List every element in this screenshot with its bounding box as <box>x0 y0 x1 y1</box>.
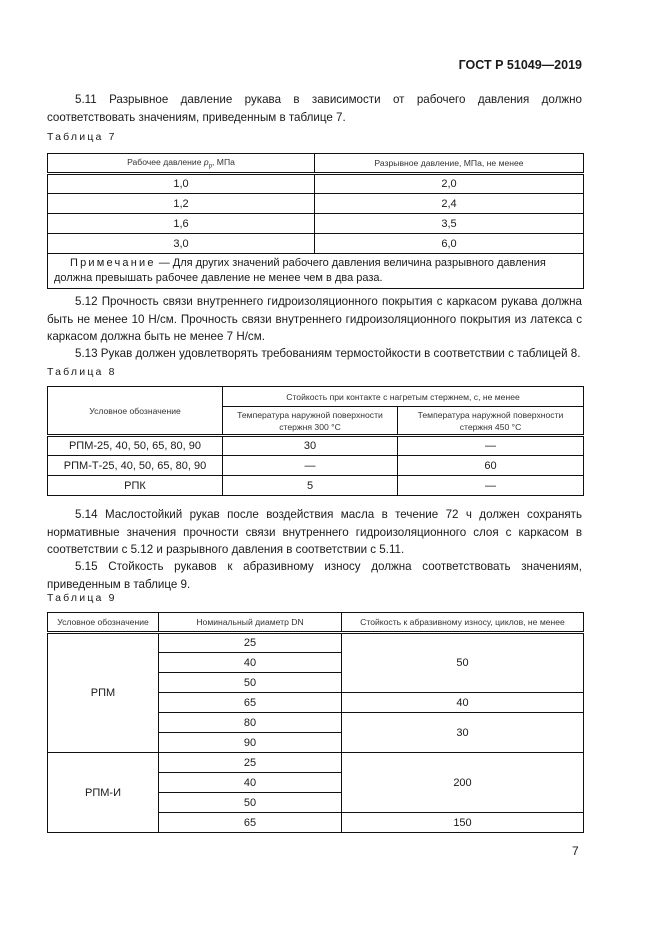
cell: 50 <box>159 673 342 693</box>
cell: — <box>398 436 584 456</box>
table-row <box>48 753 584 773</box>
header-burst-pressure: Разрывное давление, МПа, не менее <box>315 154 584 174</box>
cell: 2,4 <box>315 194 584 214</box>
cell: 65 <box>159 693 342 713</box>
header-heat-resistance: Стойкость при контакте с нагретым стержнем, с, не менее <box>223 387 584 407</box>
table-header-row <box>48 154 584 174</box>
table-row <box>48 194 584 214</box>
document-code: ГОСТ Р 51049—2019 <box>458 58 582 72</box>
page-number: 7 <box>572 844 579 858</box>
table-note <box>48 254 584 289</box>
table7-caption: Таблица 7 <box>47 131 117 143</box>
table-row <box>48 436 584 456</box>
paragraph-text: 5.14 Маслостойкий рукав после воздействия масла в течение 72 ч должен сохранять нормативные значения прочности связи внутреннего гидроизоляционного слоя с каркасом в соответствии с 5.12 и разрывного давления в соответствии с 5.11. <box>47 508 582 556</box>
cell: 40 <box>159 773 342 793</box>
paragraph-5-14 <box>47 506 582 559</box>
table-row <box>48 476 584 496</box>
cell: 3,0 <box>48 234 315 254</box>
table-8 <box>47 386 584 496</box>
paragraph-text: 5.12 Прочность связи внутреннего гидроизоляционного покрытия с каркасом рукава должна быть не менее 10 Н/см. Прочность связи внутреннего гидроизоляционного покрытия из латекса с каркасом должна быть не менее 7 Н/см. <box>47 295 582 343</box>
cell: 25 <box>159 633 342 653</box>
cell: 65 <box>159 813 342 833</box>
cell: 6,0 <box>315 234 584 254</box>
paragraph-text: 5.11 Разрывное давление рукава в зависимости от рабочего давления должно соответствовать значениям, приведенным в таблице 7. <box>47 93 582 124</box>
cell: 90 <box>159 733 342 753</box>
cell: 25 <box>159 753 342 773</box>
table-row <box>48 456 584 476</box>
paragraph-5-11 <box>47 91 582 126</box>
cell: 3,5 <box>315 214 584 234</box>
table-header-row <box>48 387 584 407</box>
table-note-row <box>48 254 584 289</box>
table9-caption: Таблица 9 <box>47 592 117 604</box>
cell: 1,2 <box>48 194 315 214</box>
cell: 50 <box>159 793 342 813</box>
cell: РПМ-25, 40, 50, 65, 80, 90 <box>48 436 223 456</box>
table-row <box>48 174 584 194</box>
cell: 150 <box>342 813 584 833</box>
table-row <box>48 633 584 653</box>
cell-designation: РПМ-И <box>48 753 159 833</box>
table-row <box>48 214 584 234</box>
note-label: Примечание <box>70 257 156 269</box>
note-text: — Для других значений рабочего давления величина разрывного давления должна превышать рабочее давление не менее чем в два раза. <box>54 257 546 284</box>
cell: 2,0 <box>315 174 584 194</box>
table-row <box>48 234 584 254</box>
header-nominal-diameter: Номинальный диаметр DN <box>159 613 342 633</box>
header-temp-300: Температура наружной поверхности стержня 300 °С <box>223 407 398 436</box>
cell: 80 <box>159 713 342 733</box>
cell-designation: РПМ <box>48 633 159 753</box>
table-header-row <box>48 613 584 633</box>
cell: 1,6 <box>48 214 315 234</box>
header-temp-450: Температура наружной поверхности стержня 450 °С <box>398 407 584 436</box>
cell: РПМ-Т-25, 40, 50, 65, 80, 90 <box>48 456 223 476</box>
cell: 30 <box>342 713 584 753</box>
cell: 1,0 <box>48 174 315 194</box>
cell: 200 <box>342 753 584 813</box>
table-7 <box>47 153 584 289</box>
cell: — <box>398 476 584 496</box>
cell: 5 <box>223 476 398 496</box>
paragraph-5-15 <box>47 558 582 593</box>
cell: — <box>223 456 398 476</box>
table8-caption: Таблица 8 <box>47 366 117 378</box>
header-designation: Условное обозначение <box>48 387 223 436</box>
paragraph-text: 5.13 Рукав должен удовлетворять требованиям термостойкости в соответствии с таблицей 8. <box>75 347 581 360</box>
cell: 30 <box>223 436 398 456</box>
paragraph-text: 5.15 Стойкость рукавов к абразивному износу должна соответствовать значениям, приведенным в таблице 9. <box>47 560 582 591</box>
paragraph-5-12 <box>47 293 582 346</box>
cell: 50 <box>342 633 584 693</box>
header-abrasion-resistance: Стойкость к абразивному износу, циклов, не менее <box>342 613 584 633</box>
cell: 40 <box>342 693 584 713</box>
cell: РПК <box>48 476 223 496</box>
header-working-pressure: Рабочее давление $p_р$, МПа <box>48 154 315 174</box>
table-9 <box>47 612 584 833</box>
paragraph-5-13 <box>47 345 582 363</box>
cell: 40 <box>159 653 342 673</box>
cell: 60 <box>398 456 584 476</box>
header-designation: Условное обозначение <box>48 613 159 633</box>
